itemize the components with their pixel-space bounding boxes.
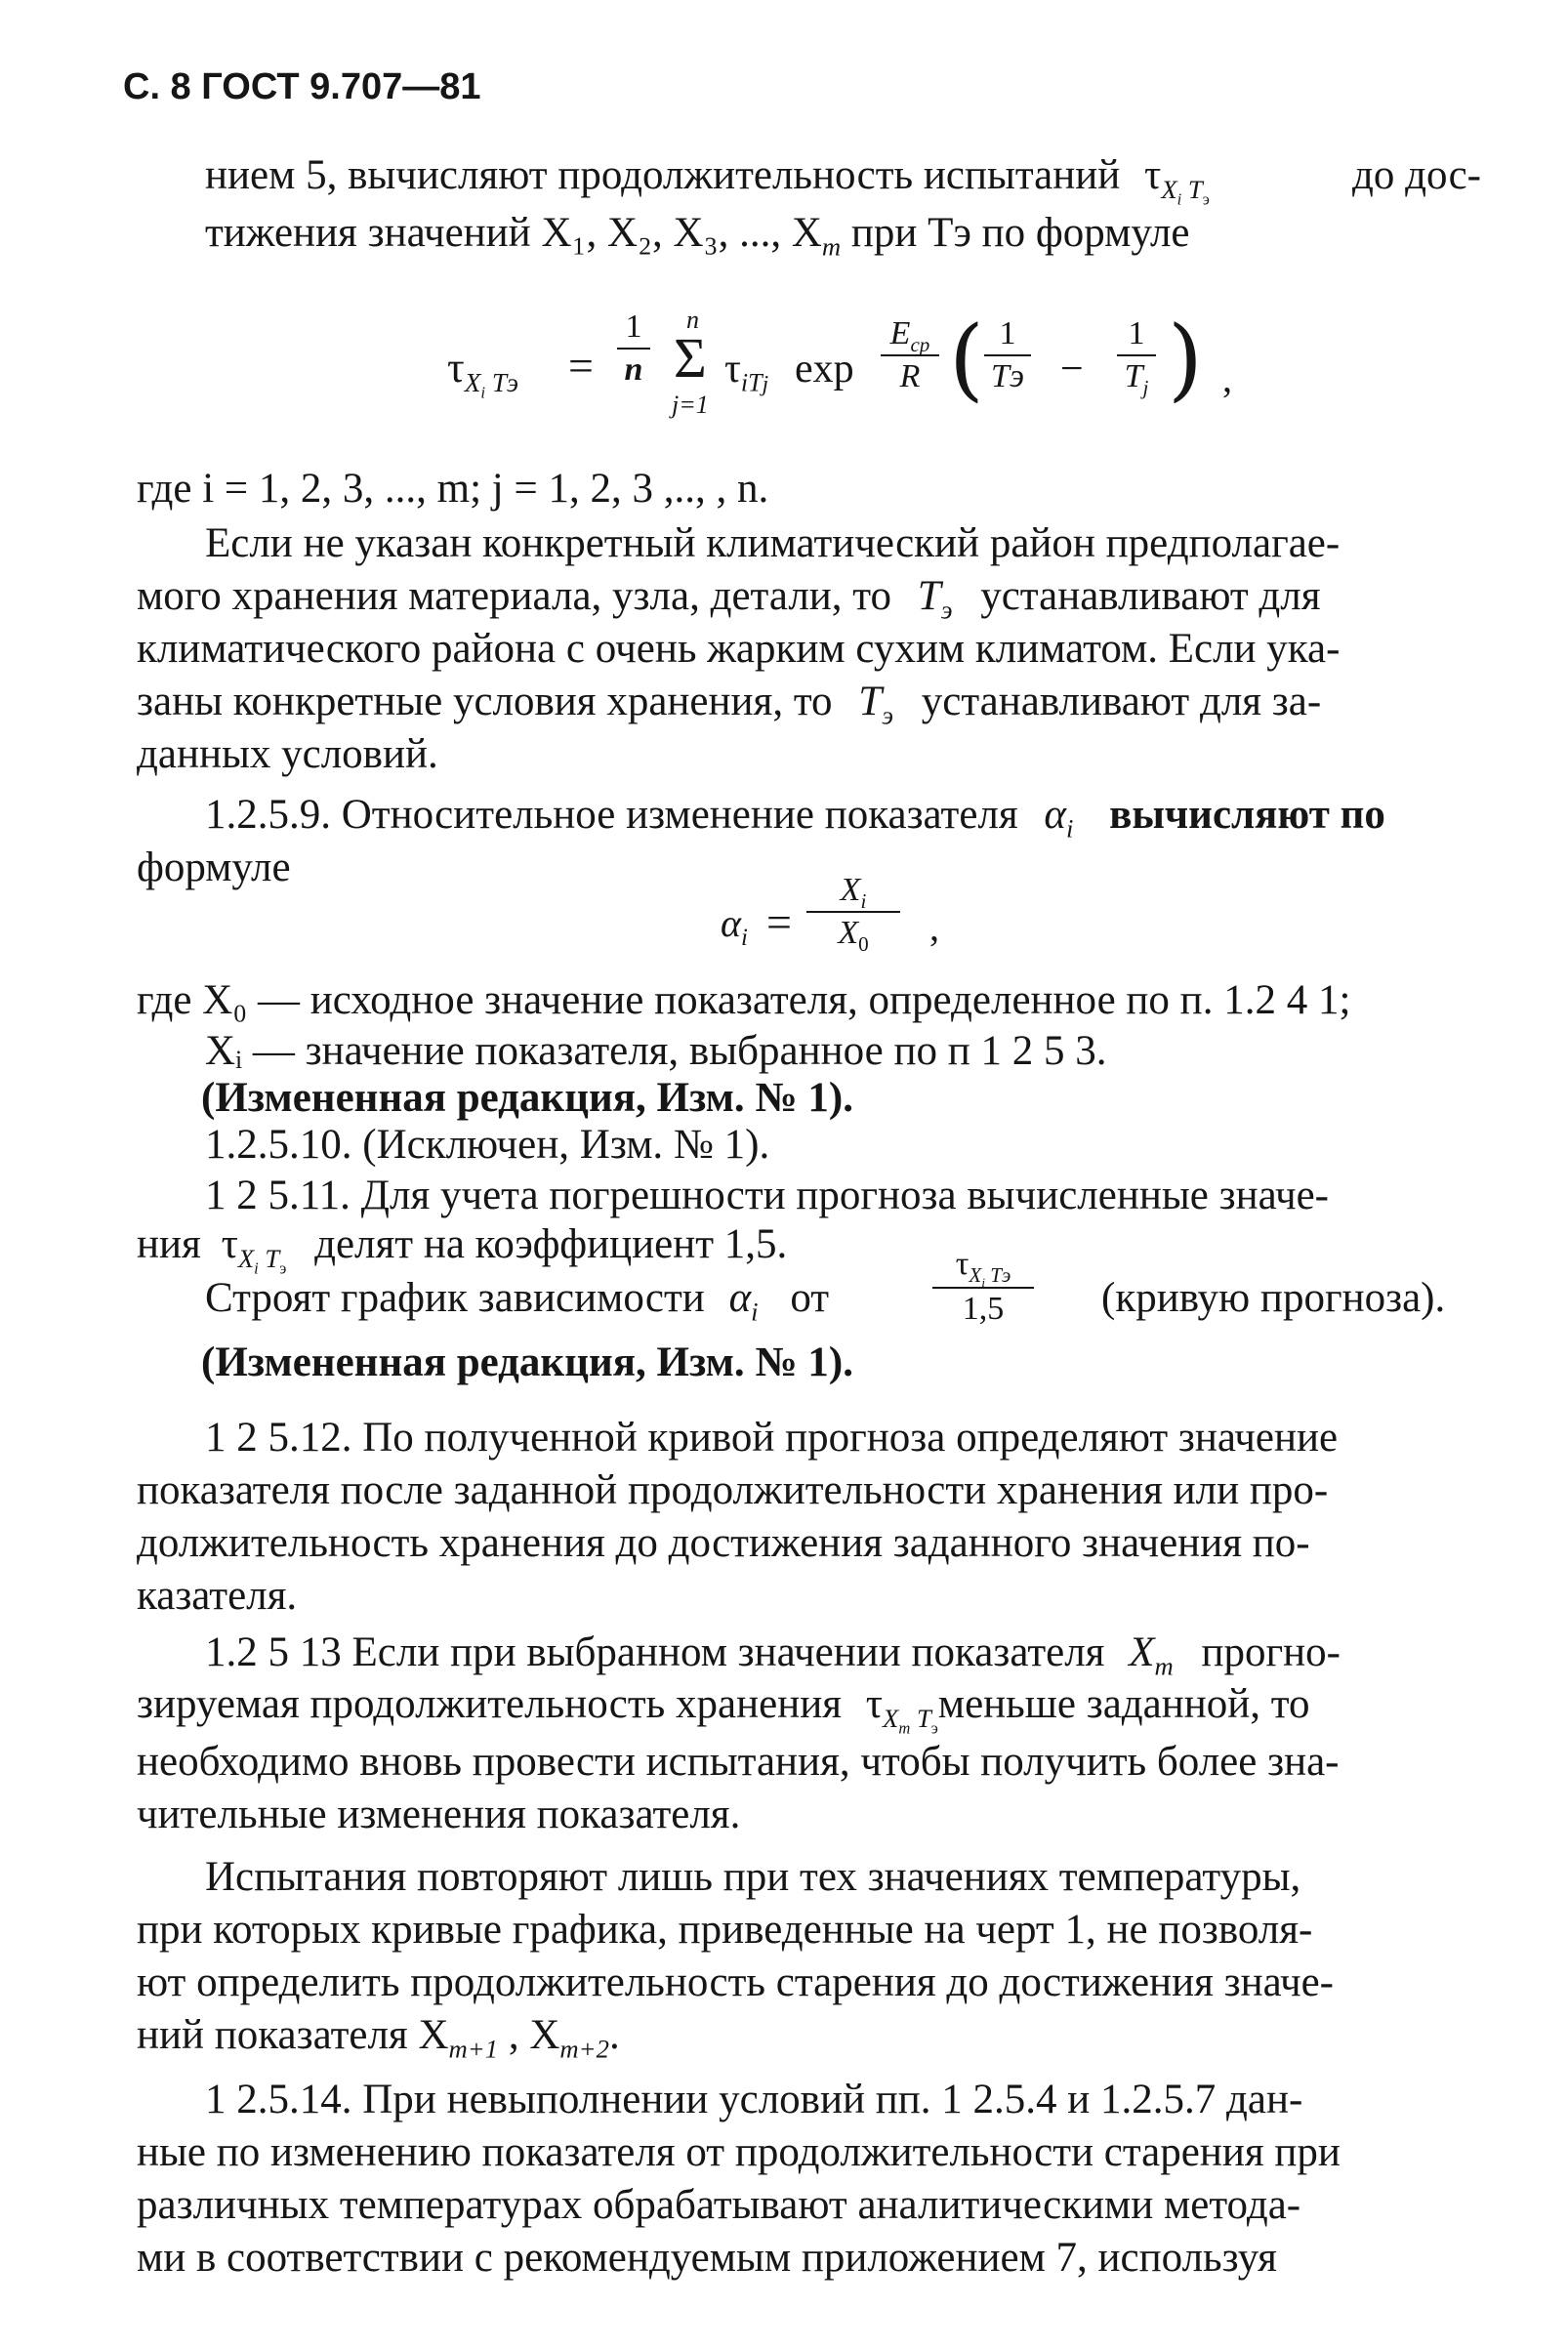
text-line: 1.2.5.9. Относительное изменение показателя $\alpha_i$ вычисляют по	[205, 792, 1385, 844]
text-line: климатического района с очень жарким сухим климатом. Если ука-	[137, 626, 1341, 672]
text-line: Испытания повторяют лишь при тех значениях температуры,	[205, 1854, 1301, 1900]
page-number: С. 8	[123, 66, 191, 107]
text-line: 1.2 5 13 Если при выбранном значении показателя $X_m$ прогно-	[205, 1629, 1341, 1681]
text-line: ний показателя $X_{m+1}$ , $X_{m+2}$.	[137, 2012, 620, 2064]
amendment-note: (Измененная редакция, Изм. № 1).	[201, 1075, 853, 1121]
text-line: 1 2 5.11. Для учета погрешности прогноза вычисленные значе-	[205, 1173, 1329, 1218]
text-line: показателя после заданной продолжительности хранения или про-	[137, 1467, 1329, 1513]
page-header	[123, 68, 481, 105]
text-line: Если не указан конкретный климатический район предполагае-	[205, 520, 1341, 566]
text-line: Строят график зависимости $\alpha_i$ от	[205, 1275, 830, 1327]
text-line: зируемая продолжительность хранения $\tau_{X_m T_э}меньше$ заданной, то	[137, 1681, 1310, 1737]
text-line: данных условий.	[137, 731, 438, 777]
text-line: нием 5, вычисляют продолжительность испытаний $\tau_{X_i T_э}$	[205, 152, 1210, 208]
amendment-note: (Измененная редакция, Изм. № 1).	[201, 1339, 853, 1385]
text-line-end: до дос-	[1352, 152, 1481, 198]
where-xi: Xᵢ — значение показателя, выбранное по п 1 2 5 3.	[205, 1028, 1107, 1074]
text-line: чительные изменения показателя.	[137, 1792, 741, 1837]
document-page: С. 8 ГОСТ 9.707—81 нием 5, вычисляют продолжительность испытаний $\tau_{X_i T_э}$ до дос- тижения значений X₁, X₂, X₃, ..., $X_m$ при Tэ по формуле $\tau_{X_i Tэ}$ = 1 n n Σ j=1 $\tau_{iTj}$ exp $E_{ср}$ R ( 1 Tэ − 1 $T_j$ ) , где i = 1, 2, 3, ..., m; j = 1, 2, 3 ,.., , n. Если не указан конкретный климатический район предполагае- мого хранения материала, узла, детали, то $T_э$ устанавливают для климатического района с очень жарким сухим климатом. Если ука- заны конкретные условия хранения, то $T_э$ устанавливают для за- данных условий. 1.2.5.9. Относительное изменение показателя $\alpha_i$ вычисляют по формуле $\alpha_i$ = $X_i$ $X_0$ , где X₀ — исходное значение показателя, определенное по п. 1.2 4 1; Xᵢ — значение показателя, выбранное по п 1 2 5 3. (Измененная редакция, Изм. № 1). 1.2.5.10. (Исключен, Изм. № 1). 1 2 5.11. Для учета погрешности прогноза вычисленные значе- ния $\tau_{X_i T_э}$ делят на коэффициент 1,5. Строят график зависимости $\alpha_i$ от $\tau_{X_i Tэ}$ 1,5 (кривую прогноза). (Измененная редакция, Изм. № 1). 1 2 5.12. По полученной кривой прогноза определяют значение показателя после заданной продолжительности хранения или про- должительность хранения до достижения заданного значения по- казателя. 1.2 5 13 Если при выбранном значении показателя $X_m$ прогно- зируемая продолжительность хранения $\tau_{X_m T_э}меньше$ заданной, то необходимо вновь провести испытания, чтобы получить более зна- чительные изменения показателя. Испытания повторяют лишь при тех значениях температуры, при которых кривые графика, приведенные на черт 1, не позволя- ют определить продолжительность старения до достижения значе- ний показателя $X_{m+1}$ , $X_{m+2}$. 1 2.5.14. При невыполнении условий пп. 1 2.5.4 и 1.2.5.7 дан- ные по изменению показателя от продолжительности старения при различных температурах обрабатывают аналитическими метода- ми в соответствии с рекомендуемым приложением 7, используя	[0, 0, 1568, 2348]
excluded-item: 1.2.5.10. (Исключен, Изм. № 1).	[205, 1122, 770, 1168]
text-line: тижения значений X₁, X₂, X₃, ..., $X_m$ при Tэ по формуле	[205, 210, 1190, 262]
text-line: формуле	[137, 844, 291, 890]
text-line: различных температурах обрабатывают аналитическими метода-	[137, 2182, 1301, 2228]
where-indices: где i = 1, 2, 3, ..., m; j = 1, 2, 3 ,.., , n.	[137, 466, 769, 512]
text-line: ные по изменению показателя от продолжительности старения при	[137, 2129, 1341, 2175]
tau-symbol: $\tau_{X_i T_э}$	[1144, 152, 1210, 208]
text-line: необходимо вновь провести испытания, чтобы получить более зна-	[137, 1739, 1340, 1785]
text-line: ния $\tau_{X_i T_э}$ делят на коэффициент 1,5.	[137, 1221, 788, 1277]
text-line: ми в соответствии с рекомендуемым приложением 7, используя	[137, 2235, 1277, 2281]
text-line-end: (кривую прогноза).	[1101, 1275, 1446, 1321]
standard-code: ГОСТ 9.707—81	[201, 66, 481, 107]
text-line: мого хранения материала, узла, детали, то $T_э$ устанавливают для	[137, 573, 1321, 625]
where-x0: где X₀ — исходное значение показателя, определенное по п. 1.2 4 1;	[137, 977, 1351, 1023]
text-line: ют определить продолжительность старения до достижения значе-	[137, 1959, 1335, 2005]
text-line: при которых кривые графика, приведенные на черт 1, не позволя-	[137, 1907, 1313, 1953]
text-line: 1 2 5.12. По полученной кривой прогноза определяют значение	[205, 1415, 1339, 1461]
text-line: должительность хранения до достижения заданного значения по-	[137, 1520, 1310, 1566]
text-line: заны конкретные условия хранения, то $T_э$ устанавливают для за-	[137, 679, 1322, 730]
fraction-tau-15: $\tau_{X_i Tэ}$ 1,5	[932, 1248, 1034, 1326]
text-line: 1 2.5.14. При невыполнении условий пп. 1 2.5.4 и 1.2.5.7 дан-	[205, 2077, 1303, 2122]
text-line: казателя.	[137, 1573, 298, 1619]
